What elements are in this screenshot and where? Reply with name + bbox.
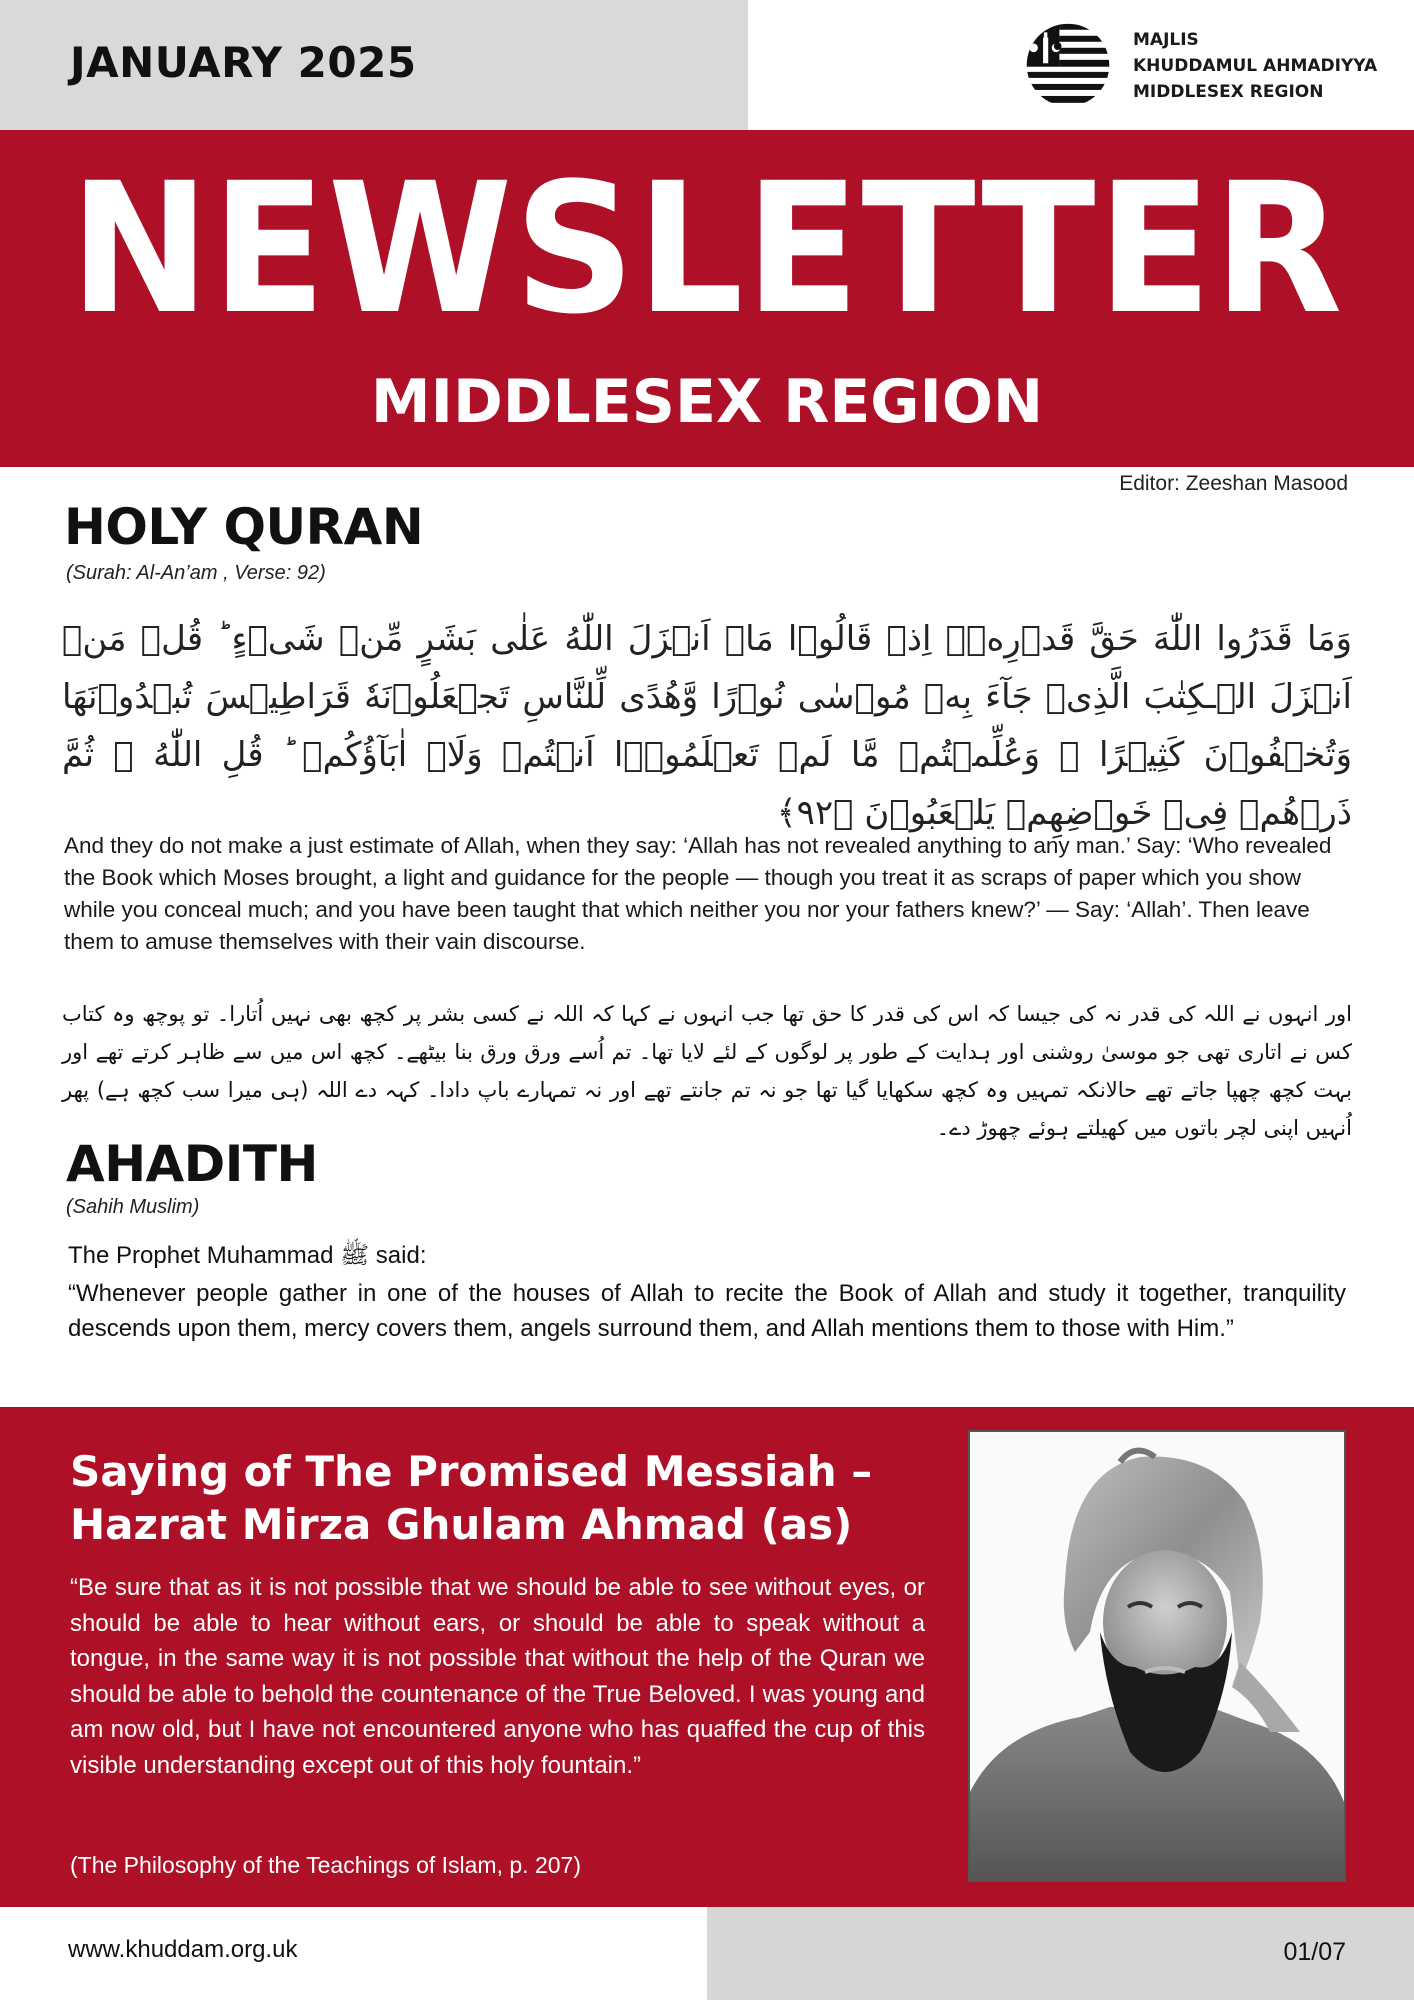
- newsletter-title: NEWSLETTER: [69, 145, 1345, 354]
- editor-credit: Editor: Zeeshan Masood: [1119, 472, 1348, 495]
- saying-title-line: Saying of The Promised Messiah –: [70, 1447, 873, 1496]
- quran-heading: HOLY QURAN: [64, 498, 424, 556]
- quran-arabic-verse: وَمَا قَدَرُوا اللّٰهَ حَقَّ قَدۡرِهٖۤ اِذۡ قَالُوۡا مَاۤ اَنۡزَلَ اللّٰهُ عَلٰى بَشَرٍ مِّنۡ شَىۡءٍ ؕ قُلۡ مَنۡ اَنۡزَلَ الۡـكِتٰبَ الَّذِىۡ جَآءَ بِهٖ مُوۡسٰى نُوۡرًا وَّهُدًى لِّلنَّاسِ تَجۡعَلُوۡنَهٗ قَرَاطِيۡسَ تُبۡدُوۡنَهَا وَتُخۡفُوۡنَ كَثِيۡرًا ‌ۚ وَعُلِّمۡتُمۡ مَّا لَمۡ تَعۡلَمُوۡۤا اَنۡتُمۡ وَلَاۤ اٰبَآؤُكُمۡ‌ ؕ قُلِ اللّٰهُ‌ ۙ ثُمَّ ذَرۡهُمۡ فِىۡ خَوۡضِهِمۡ يَلۡعَبُوۡنَ ﴿۹۲﴾: [62, 619, 1352, 833]
- organization-name: [1133, 27, 1377, 105]
- newsletter-subtitle: MIDDLESEX REGION: [370, 367, 1044, 437]
- ahadith-reference: (Sahih Muslim): [66, 1196, 200, 1218]
- portrait-photo: [968, 1430, 1346, 1882]
- website-link[interactable]: www.khuddam.org.uk: [68, 1936, 298, 1963]
- saying-title-line: Hazrat Mirza Ghulam Ahmad (as): [70, 1500, 853, 1549]
- org-line: KHUDDAMUL AHMADIYYA: [1133, 56, 1378, 76]
- khuddam-flag-logo-icon: [1025, 22, 1111, 108]
- saying-quote: “Be sure that as it is not possible that we should be able to see without eyes, or should be able to hear without ears, or should be able to speak without a tongue, in the same way it is not possible that without the help of the Quran we should be able to behold the countenance of the True Beloved. I was young and am now old, but I have not encountered anyone who has quaffed the cup of this visible understanding except out of this holy fountain.”: [70, 1574, 925, 1779]
- issue-date: JANUARY 2025: [70, 38, 417, 87]
- hadith-intro: The Prophet Muhammad ﷺ said:: [68, 1242, 427, 1269]
- hadith-text: “Whenever people gather in one of the houses of Allah to recite the Book of Allah and study it together, tranquility descends upon them, mercy covers them, angels surround them, and Allah mentions them to those with Him.”: [68, 1280, 1346, 1342]
- ahadith-heading: AHADITH: [66, 1135, 318, 1193]
- org-line: MIDDLESEX REGION: [1133, 82, 1324, 102]
- portrait-illustration-icon: [970, 1432, 1344, 1880]
- saying-title: [70, 1445, 930, 1551]
- org-line: MAJLIS: [1133, 30, 1199, 50]
- quran-reference: (Surah: Al-An’am , Verse: 92): [66, 562, 326, 584]
- quran-translation: And they do not make a just estimate of Allah, when they say: ‘Allah has not revealed anything to any man.’ Say: ‘Who revealed the Book which Moses brought, a light and guidance for the people — though you treat it as scraps of paper which you show while you conceal much; and you have been taught that which neither you nor your fathers knew?’ — Say: ‘Allah’. Then leave them to amuse themselves with their vain discourse.: [64, 833, 1332, 954]
- page-number: 01/07: [1283, 1938, 1346, 1966]
- saying-source: (The Philosophy of the Teachings of Islam, p. 207): [70, 1852, 581, 1878]
- quran-urdu-translation: اور انہوں نے اللہ کی قدر نہ کی جیسا کہ اس کی قدر کا حق تھا جب انہوں نے کہا کہ اللہ نے کسی بشر پر کچھ بھی نہیں اُتارا۔ تو پوچھ وہ کتاب کس نے اتاری تھی جو موسیٰ روشنی اور ہدایت کے طور پر لوگوں کے لئے لایا تھا۔ تم اُسے ورق ورق بنا بیٹھے۔ کچھ اس میں سے ظاہر کرتے تھے اور بہت کچھ چھپا جاتے تھے حالانکہ تمہیں وہ کچھ سکھایا گیا تھا جو نہ تم جانتے تھے اور نہ تمہارے باپ دادا۔ کہہ دے اللہ (ہی میرا سب کچھ ہے) پھر اُنہیں اپنی لچر باتوں میں کھیلتے ہوئے چھوڑ دے۔: [62, 1002, 1352, 1140]
